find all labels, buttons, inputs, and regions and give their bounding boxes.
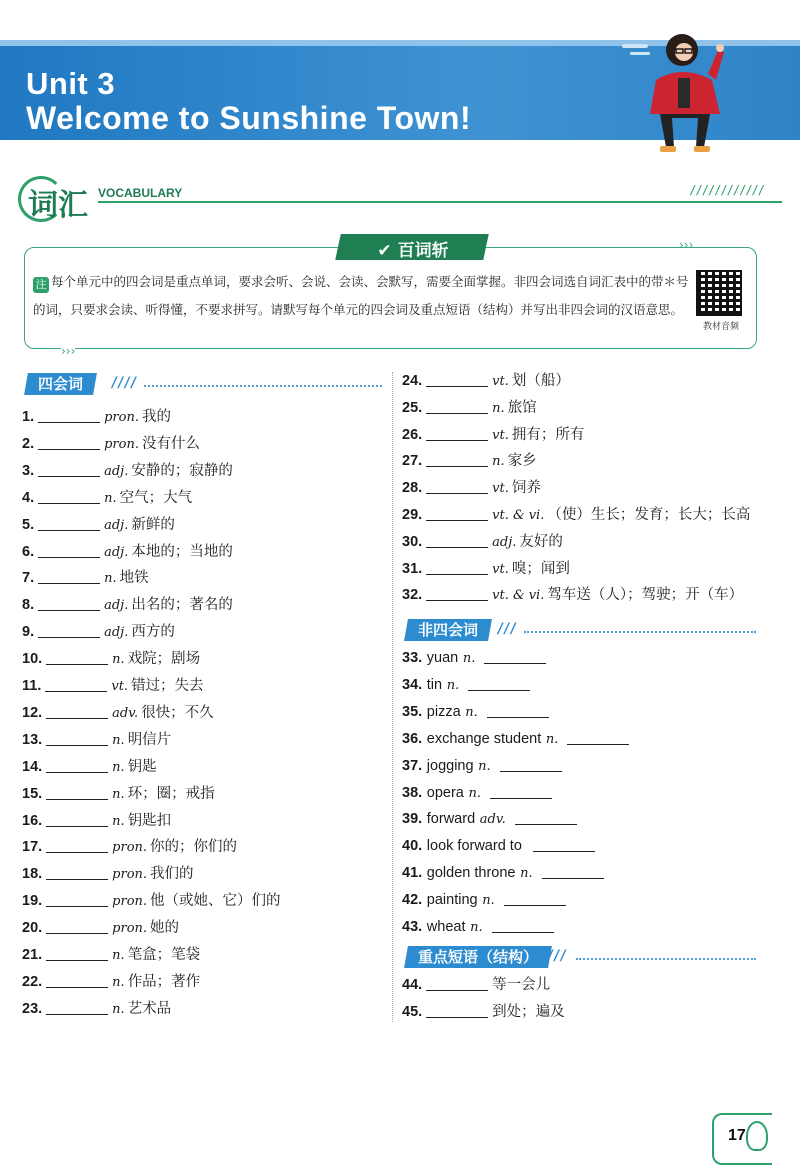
answer-blank[interactable] (46, 919, 108, 934)
part-of-speech: n. (545, 731, 559, 747)
part-of-speech: pron. (104, 436, 139, 452)
answer-blank[interactable] (38, 435, 100, 450)
part-of-speech: n. (482, 893, 495, 909)
section-tag (404, 946, 552, 968)
answer-blank[interactable] (38, 489, 100, 504)
answer-blank[interactable] (492, 918, 554, 933)
item-number: 15. (22, 785, 43, 802)
item-number: 18. (22, 866, 43, 883)
item-number: 3. (22, 462, 35, 479)
chinese-meaning: 安静的；寂静的 (131, 462, 233, 479)
vocab-item (402, 530, 563, 554)
part-of-speech: adv. (479, 812, 506, 828)
chinese-meaning: 作品；著作 (127, 973, 201, 990)
vocabulary-title-en: VOCABULARY (98, 186, 183, 200)
vocab-item (402, 476, 541, 500)
answer-blank[interactable] (426, 1003, 488, 1018)
chinese-meaning: 他（或她、它）们的 (150, 893, 281, 910)
part-of-speech: n. (104, 571, 117, 587)
item-number: 12. (22, 704, 43, 721)
chinese-meaning: （使）生长；发育；长大；长高 (547, 507, 751, 523)
item-number: 4. (22, 489, 35, 506)
intro-note (33, 268, 693, 324)
chevron-right-icon: ››› (61, 344, 76, 358)
vocab-item (402, 503, 750, 527)
vocab-item (402, 915, 554, 939)
section-non-four-skill-words (406, 619, 756, 643)
item-number: 27. (402, 453, 423, 470)
item-number: 34. (402, 676, 423, 693)
part-of-speech: n. (104, 490, 117, 506)
item-number: 16. (22, 812, 43, 829)
answer-blank[interactable] (426, 560, 488, 575)
answer-blank[interactable] (533, 837, 595, 852)
section-title: 非四会词 (418, 621, 479, 639)
item-number: 45. (402, 1003, 423, 1020)
part-of-speech: pron. (112, 867, 148, 883)
answer-blank[interactable] (504, 891, 566, 906)
chinese-meaning: 本地的；当地的 (131, 543, 233, 560)
english-word: tin (426, 676, 443, 693)
section-bars: /// (496, 621, 516, 637)
answer-blank[interactable] (46, 704, 108, 719)
item-number: 30. (402, 533, 423, 550)
chinese-meaning: 钥匙 (127, 758, 157, 775)
vocab-item (22, 835, 237, 859)
item-number: 25. (402, 399, 423, 416)
answer-blank[interactable] (38, 569, 100, 584)
part-of-speech: n. (492, 454, 505, 470)
item-number: 40. (402, 838, 423, 855)
item-number: 1. (22, 409, 35, 425)
section-dots (144, 385, 382, 387)
section-dots (524, 631, 756, 633)
answer-blank[interactable] (38, 408, 100, 423)
chinese-meaning: 新鲜的 (131, 516, 175, 533)
item-number: 21. (22, 947, 43, 963)
answer-blank[interactable] (426, 976, 488, 991)
vocab-item (22, 916, 179, 940)
vocab-item (402, 807, 577, 831)
chinese-meaning: 她的 (150, 920, 180, 937)
part-of-speech: n. (112, 786, 125, 802)
part-of-speech: n. (112, 759, 125, 775)
chinese-meaning: 我们的 (150, 866, 194, 883)
answer-blank[interactable] (38, 462, 100, 477)
chinese-meaning: 错过；失去 (131, 678, 204, 694)
answer-blank[interactable] (46, 973, 108, 988)
vocab-item (22, 809, 171, 833)
answer-blank[interactable] (46, 731, 108, 746)
item-number: 19. (22, 893, 43, 910)
vocab-item (22, 513, 175, 537)
item-number: 24. (402, 373, 423, 389)
vocab-item (402, 449, 537, 473)
part-of-speech: adj. (104, 598, 129, 614)
part-of-speech: vt. (492, 481, 509, 497)
vocab-item (402, 754, 562, 778)
qr-code-icon[interactable] (696, 270, 742, 316)
vocab-item (22, 755, 157, 779)
item-number: 43. (402, 919, 423, 935)
answer-blank[interactable] (426, 586, 488, 601)
part-of-speech: n. (520, 866, 533, 882)
item-number: 41. (402, 865, 423, 882)
part-of-speech: n. (465, 704, 478, 720)
part-of-speech: adj. (104, 625, 129, 641)
part-of-speech: vt. (111, 679, 129, 694)
part-of-speech: vt. (492, 374, 509, 389)
answer-blank[interactable] (38, 596, 100, 611)
chinese-meaning: 没有什么 (141, 435, 200, 452)
item-number: 14. (22, 758, 43, 775)
item-number: 32. (402, 587, 423, 604)
chinese-meaning: 我的 (141, 409, 171, 425)
answer-blank[interactable] (487, 703, 549, 718)
answer-blank[interactable] (500, 757, 562, 772)
item-number: 22. (22, 973, 43, 990)
qr-caption: 教材音频 (702, 322, 739, 332)
part-of-speech: n. (478, 758, 491, 774)
vocab-item (402, 673, 530, 697)
answer-blank[interactable] (567, 730, 629, 745)
chinese-meaning: 很快；不久 (141, 704, 214, 721)
vocab-item (22, 782, 215, 806)
english-word: opera (426, 784, 464, 801)
item-number: 10. (22, 651, 43, 668)
item-number: 26. (402, 426, 423, 443)
answer-blank[interactable] (426, 479, 488, 494)
chinese-meaning: 饲养 (511, 480, 541, 497)
vocabulary-header (18, 176, 782, 223)
answer-blank[interactable] (468, 676, 530, 691)
vocab-item (22, 943, 200, 967)
answer-blank[interactable] (426, 372, 488, 387)
intro-note-text: 每个单元中的四会词是重点单词，要求会听、会说、会读、会默写，需要全面掌握。非四会词选自词汇表中的带＊号的词，只要求会读、听得懂，不要求拼写。请默写每个单元的四会词及重点短语（结构）并写出非四会词的汉语意思。 (33, 274, 689, 317)
vocab-item (22, 566, 149, 590)
part-of-speech: pron. (112, 894, 148, 910)
section-title: 四会词 (38, 375, 84, 393)
answer-blank[interactable] (46, 838, 108, 853)
item-number: 28. (402, 480, 423, 497)
item-number: 39. (402, 811, 423, 828)
vocab-item (402, 727, 629, 751)
item-number: 11. (22, 678, 42, 694)
answer-blank[interactable] (426, 533, 488, 548)
answer-blank[interactable] (46, 865, 108, 880)
part-of-speech: vt. (492, 427, 509, 443)
chinese-meaning: 环；圈；戒指 (127, 785, 215, 802)
answer-blank[interactable] (46, 812, 108, 827)
section-bars: //// (110, 375, 136, 391)
vocab-item (402, 861, 604, 885)
chinese-meaning: 等一会儿 (492, 977, 551, 993)
vocab-item (22, 674, 204, 698)
chinese-meaning: 笔盒；笔袋 (127, 947, 201, 963)
vocabulary-rule (98, 201, 782, 203)
english-word: look forward to (426, 838, 522, 855)
answer-blank[interactable] (426, 399, 488, 414)
item-number: 7. (22, 570, 35, 587)
item-number: 23. (22, 1000, 43, 1017)
part-of-speech: n. (112, 948, 125, 963)
answer-blank[interactable] (426, 452, 488, 467)
part-of-speech: n. (112, 813, 125, 829)
section-tag (24, 373, 97, 395)
vocab-item (22, 970, 200, 994)
chevron-right-icon: ››› (679, 238, 694, 252)
answer-blank[interactable] (46, 946, 108, 961)
vocab-item (22, 405, 171, 429)
english-word: painting (426, 892, 478, 909)
vocab-item (22, 540, 233, 564)
chinese-meaning: 艺术品 (127, 1000, 172, 1017)
vocab-item (22, 997, 171, 1021)
vocab-item (22, 593, 233, 617)
section-dots (576, 958, 756, 960)
vocabulary-ticks: //////////// (689, 183, 764, 197)
english-word: jogging (426, 757, 474, 774)
part-of-speech: n. (112, 974, 125, 990)
english-word: exchange student (426, 730, 542, 747)
section-bars: /// (546, 948, 566, 964)
part-of-speech: n. (462, 651, 476, 666)
answer-blank[interactable] (38, 516, 100, 531)
item-number: 37. (402, 757, 423, 774)
item-number: 2. (22, 435, 35, 452)
item-number: 38. (402, 784, 423, 801)
vocab-item (402, 646, 546, 670)
part-of-speech: n. (492, 400, 505, 416)
answer-blank[interactable] (426, 506, 488, 521)
vocab-item (402, 583, 743, 607)
chinese-meaning: 划（船） (511, 373, 570, 389)
item-number: 29. (402, 507, 423, 523)
vocab-item (402, 834, 595, 858)
vocab-item (22, 701, 214, 725)
answer-blank[interactable] (542, 864, 604, 879)
vocab-item (22, 728, 171, 752)
item-number: 8. (22, 597, 35, 614)
vocabulary-title-cn: 词汇 (28, 188, 88, 223)
part-of-speech: n. (112, 1001, 125, 1017)
part-of-speech: adj. (104, 463, 129, 479)
intro-badge-text: 百词斩 (397, 241, 449, 261)
chinese-meaning: 出名的；著名的 (131, 597, 233, 614)
vocab-item (22, 862, 194, 886)
item-number: 33. (402, 650, 423, 666)
part-of-speech: adj. (104, 544, 129, 560)
phrase-item (402, 1000, 565, 1024)
part-of-speech: pron. (112, 921, 148, 937)
vocab-item (22, 620, 175, 644)
section-key-phrases (406, 946, 756, 970)
section-four-skill-words (26, 373, 382, 397)
page-number-badge (712, 1113, 772, 1165)
chinese-meaning: 拥有；所有 (511, 426, 585, 443)
vocab-item (402, 557, 570, 581)
answer-blank[interactable] (45, 677, 107, 692)
chinese-meaning: 嗅；闻到 (511, 560, 570, 577)
answer-blank[interactable] (46, 785, 108, 800)
vocab-item (402, 781, 552, 805)
chinese-meaning: 西方的 (131, 624, 175, 641)
item-number: 44. (402, 977, 423, 993)
vocab-item (402, 396, 537, 420)
part-of-speech: n. (112, 652, 125, 668)
chinese-meaning: 旅馆 (507, 399, 537, 416)
section-tag (404, 619, 492, 641)
part-of-speech: adj. (104, 517, 129, 533)
column-divider (392, 372, 393, 1022)
english-word: golden throne (426, 865, 516, 882)
answer-blank[interactable] (46, 892, 108, 907)
vocab-item (402, 423, 584, 447)
answer-blank[interactable] (515, 810, 577, 825)
item-number: 35. (402, 703, 423, 720)
vocab-item (402, 369, 570, 393)
part-of-speech: n. (446, 677, 460, 693)
item-number: 36. (402, 730, 423, 747)
vocab-item (402, 700, 549, 724)
item-number: 9. (22, 624, 35, 641)
item-number: 6. (22, 543, 35, 560)
item-number: 5. (22, 516, 35, 533)
answer-blank[interactable] (38, 543, 100, 558)
answer-blank[interactable] (490, 784, 552, 799)
note-icon: 注 (33, 277, 49, 293)
chinese-meaning: 空气；大气 (119, 489, 193, 506)
english-word: pizza (426, 703, 461, 720)
part-of-speech: n. (112, 732, 125, 748)
english-word: yuan (426, 650, 459, 666)
section-title: 重点短语（结构） (418, 948, 539, 966)
answer-blank[interactable] (426, 426, 488, 441)
student-illustration (620, 22, 740, 162)
chinese-meaning: 钥匙扣 (127, 812, 172, 829)
answer-blank[interactable] (46, 650, 108, 665)
part-of-speech: n. (468, 785, 481, 801)
chinese-meaning: 明信片 (127, 731, 172, 748)
chinese-meaning: 你的；你们的 (150, 839, 238, 856)
english-word: wheat (426, 919, 466, 935)
chinese-meaning: 驾车送（人）；驾驶；开（车） (547, 587, 744, 604)
vocab-item (22, 889, 281, 913)
part-of-speech: vt. & vi. (492, 508, 545, 523)
part-of-speech: vt. & vi. (492, 588, 545, 604)
page-number: 17 (728, 1127, 746, 1144)
unit-title: Welcome to Sunshine Town! (26, 100, 472, 136)
part-of-speech: adv. (112, 705, 139, 721)
intro-rule-right (495, 247, 675, 248)
phrase-item (402, 973, 550, 997)
chinese-meaning: 到处；遍及 (492, 1003, 565, 1020)
chinese-meaning: 戏院；剧场 (127, 651, 201, 668)
intro-box (24, 238, 757, 358)
chinese-meaning: 家乡 (507, 453, 537, 470)
vocab-item (22, 432, 200, 456)
intro-rule-left (143, 247, 333, 248)
answer-blank[interactable] (484, 649, 546, 664)
unit-number: Unit 3 (26, 66, 116, 101)
answer-blank[interactable] (46, 758, 108, 773)
lightbulb-icon (746, 1121, 768, 1151)
part-of-speech: n. (470, 920, 483, 935)
intro-badge-label: ✔ 百词斩 (377, 241, 449, 261)
part-of-speech: pron. (104, 410, 139, 425)
vocab-item (22, 647, 200, 671)
item-number: 42. (402, 892, 423, 909)
part-of-speech: vt. (492, 561, 509, 577)
part-of-speech: adj. (492, 534, 517, 550)
vocab-item (402, 888, 566, 912)
english-word: forward (426, 811, 476, 828)
vocab-item (22, 486, 192, 510)
item-number: 20. (22, 920, 43, 937)
chinese-meaning: 友好的 (519, 533, 563, 550)
answer-blank[interactable] (38, 623, 100, 638)
part-of-speech: pron. (112, 840, 148, 856)
item-number: 13. (22, 731, 43, 748)
item-number: 31. (402, 560, 423, 577)
vocab-item (22, 459, 233, 483)
chinese-meaning: 地铁 (119, 570, 149, 587)
item-number: 17. (22, 839, 43, 856)
answer-blank[interactable] (46, 1000, 108, 1015)
